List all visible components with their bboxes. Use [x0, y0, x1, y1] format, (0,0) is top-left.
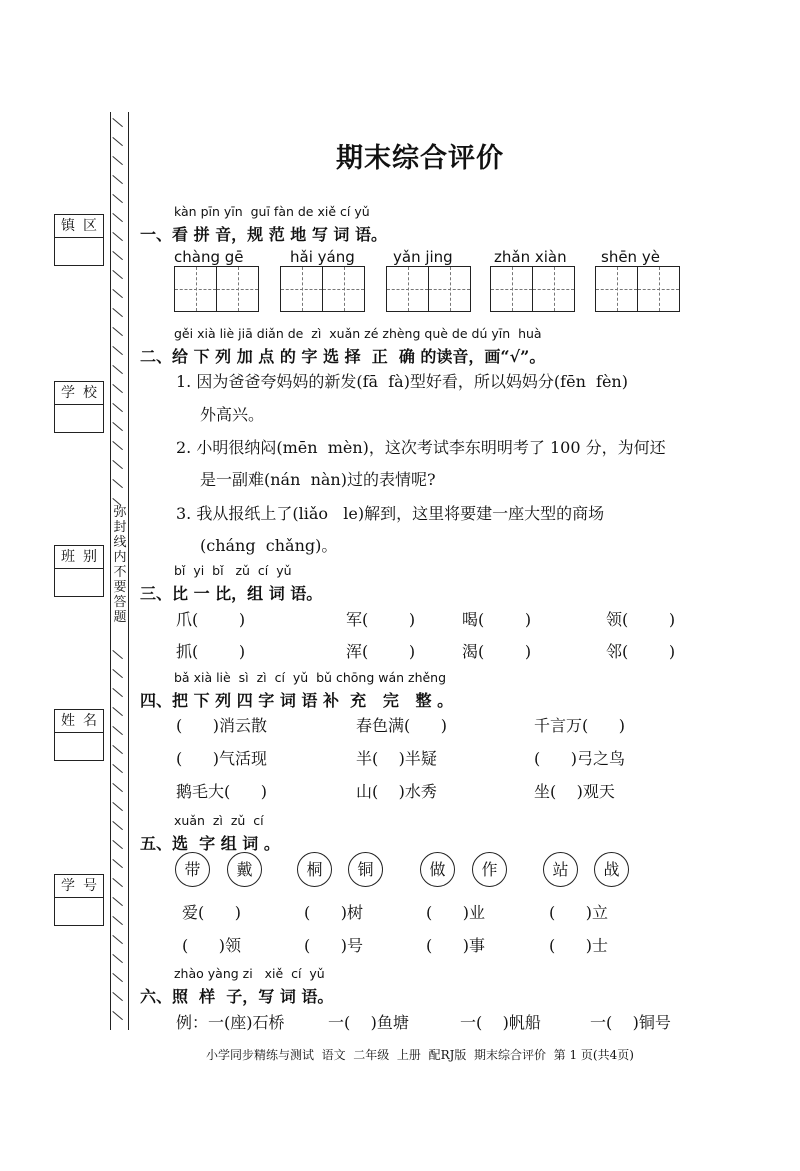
s1-word-1: chàng gē	[174, 248, 244, 266]
char-option-4[interactable]: 铜	[348, 852, 383, 887]
name-label-2: 名	[83, 713, 97, 729]
district-label-1: 镇	[61, 218, 75, 234]
school-label-1: 学	[61, 385, 75, 401]
binding-tick	[112, 935, 123, 944]
s1-word-5: shēn yè	[601, 248, 660, 266]
binding-tick	[112, 441, 123, 450]
binding-tick	[112, 707, 123, 716]
binding-tick	[112, 289, 123, 298]
binding-tick	[112, 745, 123, 754]
binding-tick	[112, 688, 123, 697]
binding-tick	[112, 403, 123, 412]
binding-line-right	[128, 112, 129, 1030]
binding-tick	[112, 479, 123, 488]
s4-r2-3[interactable]: ( )弓之鸟	[534, 749, 626, 768]
s4-r1-1[interactable]: ( )消云散	[176, 716, 268, 735]
binding-tick	[112, 384, 123, 393]
grid-cell[interactable]	[281, 267, 322, 311]
char-option-1[interactable]: 带	[175, 852, 210, 887]
s2-q1-line1: 1. 因为爸爸夸妈妈的新发(fā fà)型好看，所以妈妈分(fēn fèn)	[176, 372, 628, 391]
binding-tick	[112, 422, 123, 431]
binding-tick	[112, 859, 123, 868]
s6-heading: 六、照 样 子，写 词 语。	[140, 987, 334, 1006]
s3-r1-3[interactable]: 喝( )	[462, 610, 532, 629]
grid-cell[interactable]	[491, 267, 532, 311]
class-field[interactable]	[54, 545, 104, 597]
school-field[interactable]	[54, 381, 104, 433]
class-label-2: 别	[83, 549, 97, 565]
s1-word-2: hǎi yáng	[290, 248, 355, 266]
binding-tick	[112, 764, 123, 773]
binding-tick	[112, 175, 123, 184]
s3-r1-1[interactable]: 爪( )	[176, 610, 246, 629]
s3-r1-2[interactable]: 军( )	[346, 610, 416, 629]
s3-r2-1[interactable]: 抓( )	[176, 642, 246, 661]
seal-notice: 弥封线内不要答题	[113, 505, 127, 625]
s5-r1-3[interactable]: ( )业	[426, 903, 486, 922]
s3-r2-4[interactable]: 邻( )	[606, 642, 676, 661]
s4-r1-2[interactable]: 春色满( )	[356, 716, 448, 735]
char-option-8[interactable]: 战	[594, 852, 629, 887]
answer-grid-3[interactable]	[386, 266, 471, 312]
char-option-7[interactable]: 站	[543, 852, 578, 887]
s5-r2-3[interactable]: ( )事	[426, 936, 486, 955]
s1-pinyin: kàn pīn yīn guī fàn de xiě cí yǔ	[174, 204, 370, 219]
district-label-2: 区	[83, 218, 97, 234]
answer-grid-4[interactable]	[490, 266, 575, 312]
s3-r1-4[interactable]: 领( )	[606, 610, 676, 629]
s4-r2-2[interactable]: 半( )半疑	[356, 749, 437, 768]
page-title: 期末综合评价	[336, 143, 504, 174]
s5-r1-1[interactable]: 爱( )	[182, 903, 242, 922]
binding-tick	[112, 118, 123, 127]
s6-item-2[interactable]: 一( )帆船	[460, 1013, 541, 1032]
char-option-6[interactable]: 作	[472, 852, 507, 887]
s5-r2-1[interactable]: ( )领	[182, 936, 242, 955]
char-option-3[interactable]: 桐	[297, 852, 332, 887]
binding-tick	[112, 460, 123, 469]
s3-r2-3[interactable]: 渴( )	[462, 642, 532, 661]
s4-r2-1[interactable]: ( )气活现	[176, 749, 268, 768]
binding-tick	[112, 726, 123, 735]
answer-grid-5[interactable]	[595, 266, 680, 312]
binding-tick	[112, 973, 123, 982]
s1-word-4: zhǎn xiàn	[494, 248, 567, 266]
grid-cell[interactable]	[596, 267, 637, 311]
s4-heading: 四、把 下 列 四 字 词 语 补 充 完 整 。	[140, 691, 454, 710]
s5-r1-2[interactable]: ( )树	[304, 903, 364, 922]
s4-r3-1[interactable]: 鹅毛大( )	[176, 782, 268, 801]
s6-pinyin: zhào yàng zi xiě cí yǔ	[174, 966, 325, 981]
s2-q3-line1: 3. 我从报纸上了(liǎo le)解到，这里将要建一座大型的商场	[176, 504, 605, 523]
char-option-2[interactable]: 戴	[227, 852, 262, 887]
grid-cell[interactable]	[637, 267, 679, 311]
s2-q2-line1: 2. 小明很纳闷(mēn mèn)，这次考试李东明明考了 100 分，为何还	[176, 438, 666, 457]
s6-item-1[interactable]: 一( )鱼塘	[328, 1013, 409, 1032]
binding-line-left	[110, 112, 111, 1030]
binding-tick	[112, 669, 123, 678]
s1-word-3: yǎn jing	[393, 248, 453, 266]
binding-tick	[112, 270, 123, 279]
binding-tick	[112, 232, 123, 241]
binding-tick	[112, 954, 123, 963]
s3-heading: 三、比 一 比，组 词 语。	[140, 584, 323, 603]
grid-cell[interactable]	[216, 267, 258, 311]
binding-tick	[112, 783, 123, 792]
binding-tick	[112, 1011, 123, 1020]
s1-heading: 一、看 拼 音，规 范 地 写 词 语。	[140, 225, 387, 244]
answer-grid-1[interactable]	[174, 266, 259, 312]
s4-r3-3[interactable]: 坐( )观天	[534, 782, 615, 801]
s2-pinyin: gěi xià liè jiā diǎn de zì xuǎn zé zhèng què de dú yīn huà	[174, 326, 542, 341]
answer-grid-2[interactable]	[280, 266, 365, 312]
s5-pinyin: xuǎn zì zǔ cí	[174, 813, 264, 828]
student-id-field[interactable]	[54, 874, 104, 926]
binding-tick	[112, 327, 123, 336]
s4-r3-2[interactable]: 山( )水秀	[356, 782, 437, 801]
s5-r1-4[interactable]: ( )立	[549, 903, 609, 922]
district-field[interactable]	[54, 214, 104, 266]
student-id-label-2: 号	[83, 878, 97, 894]
binding-tick	[112, 308, 123, 317]
binding-tick	[112, 992, 123, 1001]
grid-cell[interactable]	[387, 267, 428, 311]
s3-pinyin: bǐ yi bǐ zǔ cí yǔ	[174, 563, 292, 578]
char-option-5[interactable]: 做	[420, 852, 455, 887]
grid-cell[interactable]	[428, 267, 470, 311]
binding-tick	[112, 365, 123, 374]
s5-r2-4[interactable]: ( )士	[549, 936, 609, 955]
binding-tick	[112, 650, 123, 659]
class-label-1: 班	[61, 549, 75, 565]
school-label-2: 校	[83, 385, 97, 401]
s6-example: 例：一(座)石桥	[176, 1013, 285, 1032]
grid-cell[interactable]	[532, 267, 574, 311]
grid-cell[interactable]	[175, 267, 216, 311]
s4-r1-3[interactable]: 千言万( )	[534, 716, 626, 735]
s2-q1-line2: 外高兴。	[200, 405, 265, 424]
binding-tick	[112, 194, 123, 203]
binding-tick	[112, 916, 123, 925]
binding-tick	[112, 346, 123, 355]
s2-q3-line2: (cháng chǎng)。	[200, 536, 338, 555]
s5-r2-2[interactable]: ( )号	[304, 936, 364, 955]
binding-tick	[112, 251, 123, 260]
binding-tick	[112, 840, 123, 849]
student-id-label-1: 学	[61, 878, 75, 894]
binding-tick	[112, 213, 123, 222]
s2-heading: 二、给 下 列 加 点 的 字 选 择 正 确 的读音，画“√”。	[140, 347, 546, 366]
s4-pinyin: bǎ xià liè sì zì cí yǔ bǔ chōng wán zhěng	[174, 670, 447, 685]
s3-r2-2[interactable]: 浑( )	[346, 642, 416, 661]
binding-tick	[112, 897, 123, 906]
grid-cell[interactable]	[322, 267, 364, 311]
name-field[interactable]	[54, 709, 104, 761]
s6-item-3[interactable]: 一( )铜号	[590, 1013, 671, 1032]
name-label-1: 姓	[61, 713, 75, 729]
binding-tick	[112, 878, 123, 887]
s5-heading: 五、选 字 组 词 。	[140, 834, 280, 853]
page-footer: 小学同步精练与测试 语文 二年级 上册 配RJ版 期末综合评价 第 1 页(共4页)	[206, 1048, 634, 1062]
s2-q2-line2: 是一副难(nán nàn)过的表情呢?	[200, 470, 436, 489]
binding-tick	[112, 802, 123, 811]
binding-tick	[112, 821, 123, 830]
